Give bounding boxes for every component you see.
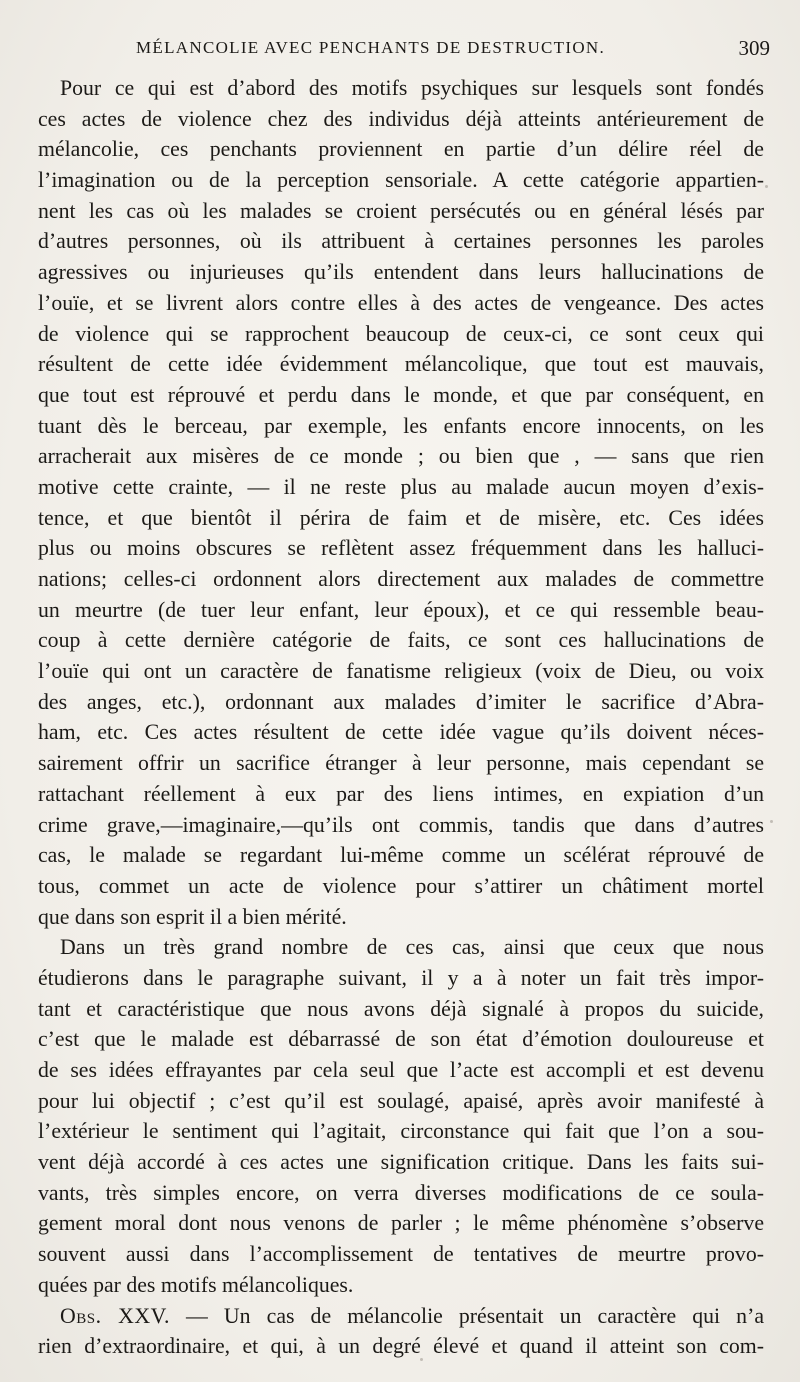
text-line: l’imagination ou de la perception sensoriale. A cette catégorie appartien-: [38, 168, 764, 193]
text-line: gement moral dont nous venons de parler ; le même phénomène s’observe: [38, 1211, 764, 1236]
text-line: Dans un très grand nombre de ces cas, ainsi que ceux que nous: [60, 935, 764, 960]
text-line: souvent aussi dans l’accomplissement de tentatives de meurtre provo-: [38, 1242, 764, 1267]
text-line: [38, 1301, 764, 1332]
text-line: l’ouïe, et se livrent alors contre elles à des actes de vengeance. Des actes: [38, 290, 764, 315]
text-line: pour lui objectif ; c’est qu’il est soulagé, apaisé, après avoir manifesté à: [38, 1088, 764, 1113]
paper-speck: [770, 820, 773, 823]
text-line: tence, et que bientôt il périra de faim et de misère, etc. Ces idées: [38, 505, 764, 530]
running-head: [40, 34, 770, 62]
text-line: ham, etc. Ces actes résultent de cette idée vague qu’ils doivent néces-: [38, 720, 764, 745]
observation-text: — Un cas de mélancolie présentait un caractère qui n’a: [169, 1303, 764, 1328]
page-number: 309: [738, 36, 770, 60]
text-line: agressives ou injurieuses qu’ils entendent dans leurs hallucinations de: [38, 260, 764, 285]
text-line: ces actes de violence chez des individus déjà atteints antérieurement de: [38, 106, 764, 131]
text-line: Pour ce qui est d’abord des motifs psychiques sur lesquels sont fondés: [60, 76, 764, 100]
text-line: arracherait aux misères de ce monde ; ou bien que , — sans que rien: [38, 444, 764, 469]
paper-speck: [765, 185, 768, 188]
text-line: résultent de cette idée évidemment mélancolique, que tout est mauvais,: [38, 352, 764, 377]
text-line: que dans son esprit il a bien mérité.: [38, 904, 347, 929]
text-line: l’ouïe qui ont un caractère de fanatisme religieux (voix de Dieu, ou voix: [38, 659, 764, 684]
text-line: rattachant réellement à eux par des liens intimes, en expiation d’un: [38, 781, 764, 806]
text-line: cas, le malade se regardant lui-même comme un scélérat réprouvé de: [38, 843, 764, 868]
text-line: de violence qui se rapprochent beaucoup de ceux-ci, ce sont ceux qui: [38, 321, 764, 346]
paragraph-1: [38, 73, 764, 932]
text-line: l’extérieur le sentiment qui l’agitait, circonstance qui fait que l’on a sou-: [38, 1119, 764, 1144]
text-line: un meurtre (de tuer leur enfant, leur époux), et ce qui ressemble beau-: [38, 597, 764, 622]
running-title: MÉLANCOLIE AVEC PENCHANTS DE DESTRUCTION.: [136, 38, 606, 57]
text-line: tuant dès le berceau, par exemple, les enfants encore innocents, on les: [38, 413, 764, 438]
observation-label: Obs. XXV.: [60, 1303, 170, 1328]
text-line: sairement offrir un sacrifice étranger à leur personne, mais cependant se: [38, 751, 764, 776]
body-text: [38, 73, 764, 1362]
paper-speck: [420, 1358, 423, 1361]
text-line: crime grave,—imaginaire,—qu’ils ont commis, tandis que dans d’autres: [38, 812, 764, 837]
text-line: nations; celles-ci ordonnent alors directement aux malades de commettre: [38, 567, 764, 591]
text-line: plus ou moins obscures se reflètent assez fréquemment dans les halluci-: [38, 536, 764, 561]
text-line: vent déjà accordé à ces actes une signification critique. Dans les faits sui-: [38, 1150, 764, 1175]
text-line: nent les cas où les malades se croient persécutés ou en général lésés par: [38, 198, 764, 223]
text-line: étudierons dans le paragraphe suivant, il y a à noter un fait très impor-: [38, 965, 764, 990]
text-line: mélancolie, ces penchants proviennent en partie d’un délire réel de: [38, 137, 764, 162]
text-line: que tout est réprouvé et perdu dans le monde, et que par conséquent, en: [38, 382, 764, 407]
text-line: tous, commet un acte de violence pour s’attirer un châtiment mortel: [38, 873, 764, 898]
text-line: quées par des motifs mélancoliques.: [38, 1272, 354, 1297]
text-line: coup à cette dernière catégorie de faits, ce sont ces hallucinations de: [38, 628, 764, 653]
text-line: c’est que le malade est débarrassé de son état d’émotion douloureuse et: [38, 1027, 764, 1052]
text-line: tant et caractéristique que nous avons déjà signalé à propos du suicide,: [38, 996, 764, 1021]
text-line: de ses idées effrayantes par cela seul que l’acte est accompli et est devenu: [38, 1058, 764, 1082]
paragraph-3: [38, 1301, 764, 1362]
text-line: d’autres personnes, où ils attribuent à certaines personnes les paroles: [38, 229, 764, 254]
text-line: motive cette crainte, — il ne reste plus au malade aucun moyen d’exis-: [38, 474, 764, 499]
text-line: des anges, etc.), ordonnant aux malades d’imiter le sacrifice d’Abra-: [38, 689, 764, 714]
paragraph-2: [38, 932, 764, 1300]
text-line: vants, très simples encore, on verra diverses modifications de ce soula-: [38, 1180, 764, 1205]
text-line: rien d’extraordinaire, et qui, à un degré élevé et quand il atteint son com-: [38, 1334, 764, 1359]
